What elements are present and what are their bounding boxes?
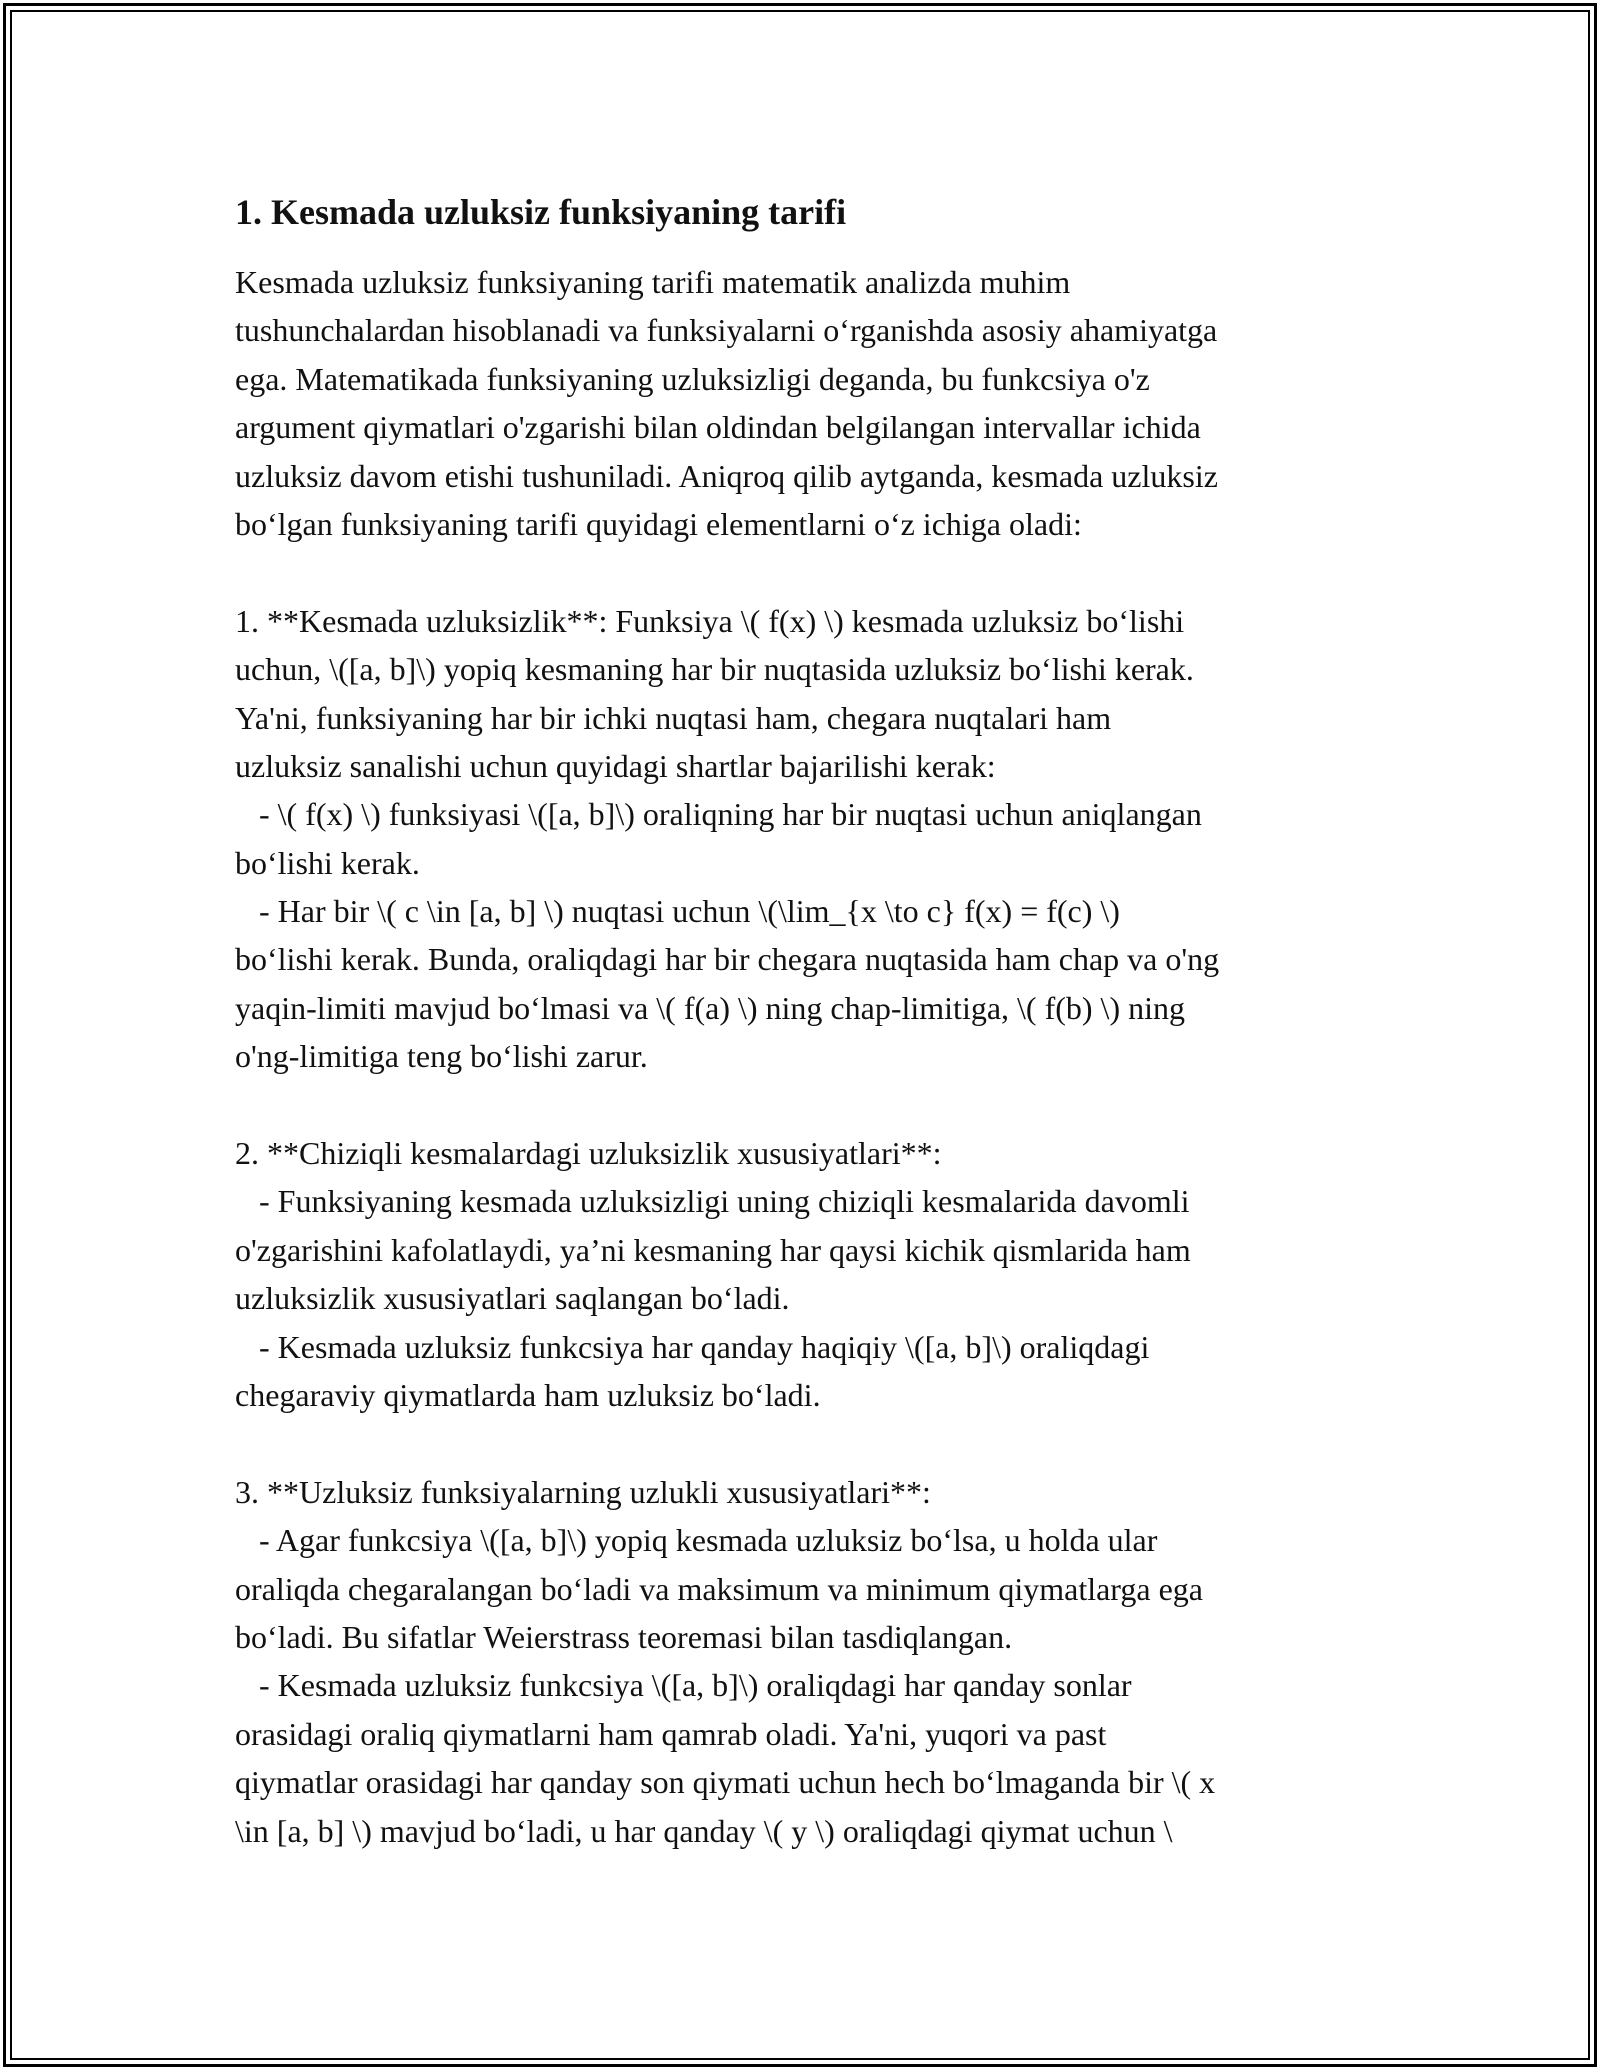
text-line: bo‘lishi kerak.: [235, 844, 420, 881]
text-line: ega. Matematikada funksiyaning uzluksizligi deganda, bu funkcsiya o'z: [235, 360, 1150, 397]
text-line: Kesmada uzluksiz funksiyaning tarifi matematik analizda muhim: [235, 264, 1071, 300]
paragraph-gap: [235, 1081, 1380, 1129]
text-line: 3. **Uzluksiz funksiyalarning uzlukli xususiyatlari**:: [235, 1473, 931, 1510]
text-line: argument qiymatlari o'zgarishi bilan oldindan belgilangan intervallar ichida: [235, 409, 1201, 446]
text-line: tushunchalardan hisoblanadi va funksiyalarni o‘rganishda asosiy ahamiyatga: [235, 312, 1218, 349]
text-line: \in [a, b] \) mavjud bo‘ladi, u har qanday \( y \) oraliqdagi qiymat uchun \: [235, 1812, 1173, 1849]
text-line: - Funksiyaning kesmada uzluksizligi uning chiziqli kesmalarida davomli: [235, 1183, 1190, 1220]
text-line: uzluksizlik xususiyatlari saqlangan bo‘ladi.: [235, 1280, 790, 1317]
text-line: orasidagi oraliq qiymatlarni ham qamrab oladi. Ya'ni, yuqori va past: [235, 1715, 1107, 1752]
section-heading: 1. Kesmada uzluksiz funksiyaning tarifi: [235, 192, 847, 232]
paragraph-gap: [235, 548, 1380, 596]
text-line: oraliqda chegaralangan bo‘ladi va maksimum va minimum qiymatlarga ega: [235, 1570, 1203, 1607]
text-line: 1. **Kesmada uzluksizlik**: Funksiya \( f(x) \) kesmada uzluksiz bo‘lishi: [235, 602, 1185, 639]
text-line: uzluksiz sanalishi uchun quyidagi shartlar bajarilishi kerak:: [235, 747, 996, 784]
text-lines: [235, 258, 1380, 1855]
text-line: - \( f(x) \) funksiyasi \([a, b]\) oraliqning har bir nuqtasi uchun aniqlangan: [235, 796, 1202, 833]
text-line: Ya'ni, funksiyaning har bir ichki nuqtasi ham, chegara nuqtalari ham: [235, 699, 1112, 736]
text-line: - Kesmada uzluksiz funkcsiya \([a, b]\) oraliqdagi har qanday sonlar: [235, 1667, 1132, 1704]
document-body: [235, 186, 1380, 1855]
text-line: o'zgarishini kafolatlaydi, ya’ni kesmaning har qaysi kichik qismlarida ham: [235, 1231, 1191, 1268]
text-line: - Har bir \( c \in [a, b] \) nuqtasi uchun \(\lim_{x \to c} f(x) = f(c) \): [235, 893, 1120, 930]
paragraph-gap: [235, 1419, 1380, 1467]
text-line: o'ng-limitiga teng bo‘lishi zarur.: [235, 1038, 648, 1075]
text-line: 2. **Chiziqli kesmalardagi uzluksizlik xususiyatlari**:: [235, 1135, 942, 1172]
text-line: uchun, \([a, b]\) yopiq kesmaning har bir nuqtasida uzluksiz bo‘lishi kerak.: [235, 651, 1194, 688]
text-line: bo‘lgan funksiyaning tarifi quyidagi elementlarni o‘z ichiga oladi:: [235, 505, 1082, 542]
text-line: - Kesmada uzluksiz funkcsiya har qanday haqiqiy \([a, b]\) oraliqdagi: [235, 1328, 1150, 1365]
text-line: chegaraviy qiymatlarda ham uzluksiz bo‘ladi.: [235, 1376, 821, 1413]
text-line: qiymatlar orasidagi har qanday son qiymati uchun hech bo‘lmaganda bir \( x: [235, 1764, 1216, 1801]
text-line: bo‘lishi kerak. Bunda, oraliqdagi har bir chegara nuqtasida ham chap va o'ng: [235, 941, 1220, 978]
text-line: bo‘ladi. Bu sifatlar Weierstrass teoremasi bilan tasdiqlangan.: [235, 1618, 1013, 1655]
text-line: yaqin-limiti mavjud bo‘lmasi va \( f(a) \) ning chap-limitiga, \( f(b) \) ning: [235, 989, 1185, 1026]
text-line: uzluksiz davom etishi tushuniladi. Aniqroq qilib aytganda, kesmada uzluksiz: [235, 457, 1218, 494]
text-line: - Agar funkcsiya \([a, b]\) yopiq kesmada uzluksiz bo‘lsa, u holda ular: [235, 1522, 1158, 1559]
